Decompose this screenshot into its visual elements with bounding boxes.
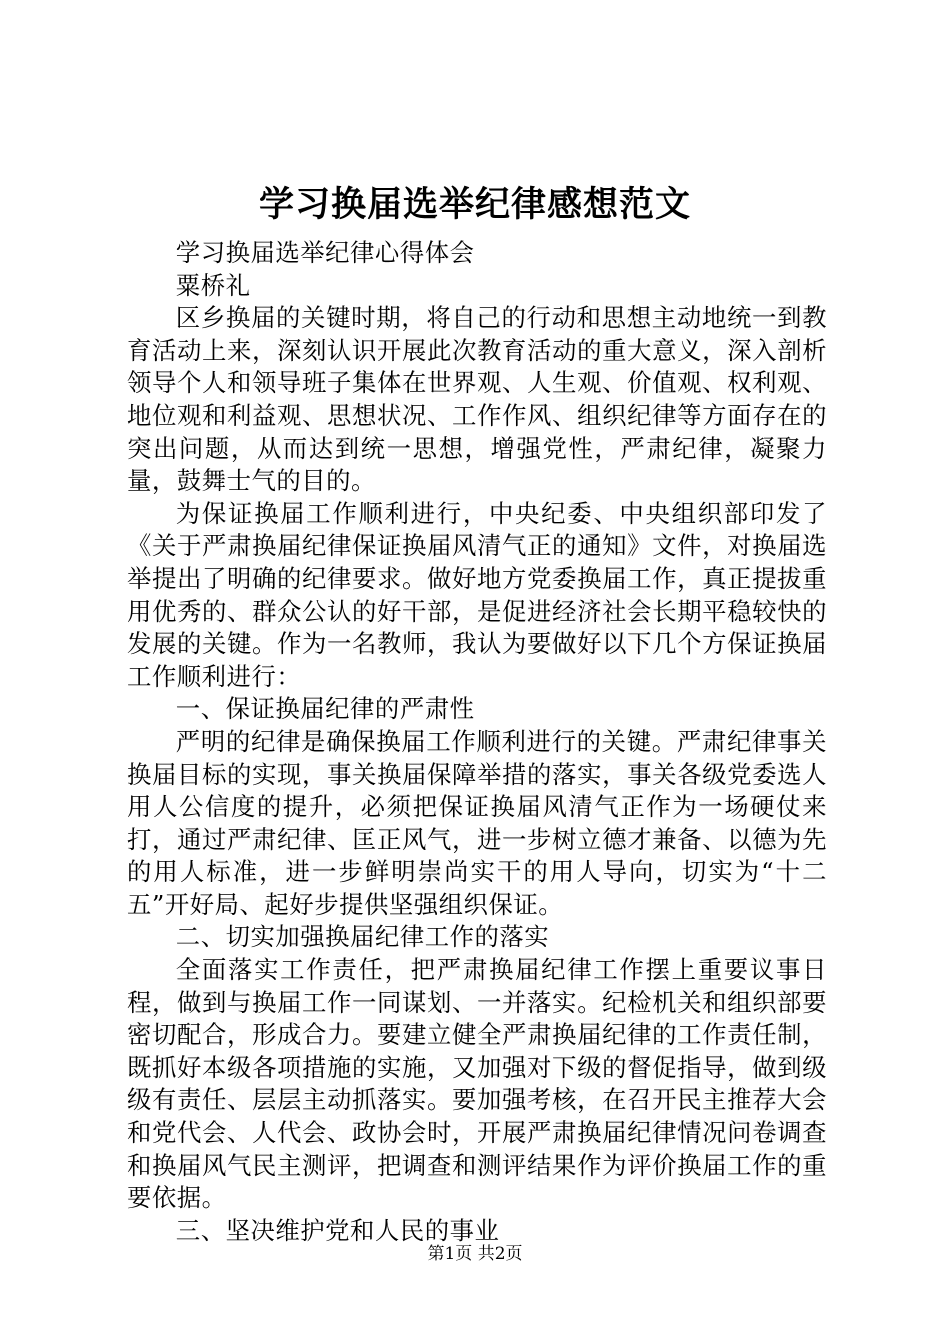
document-title: 学习换届选举纪律感想范文 xyxy=(258,184,691,225)
author: 粟桥礼 xyxy=(175,270,251,300)
section-heading-3: 三、坚决维护党和人民的事业 xyxy=(175,1215,500,1245)
paragraph-intro: 区乡换届的关键时期，将自己的行动和思想主动地统一到教育活动上来，深刻认识开展此次教育活动的重大意义，深入剖析领导个人和领导班子集体在世界观、人生观、价值观、权利观、地位观和利益观、思想状况、工作作风、组织纪律等方面存在的突出问题，从而达到统一思想，增强党性，严肃纪律，凝聚力量，鼓舞士气的目的。 xyxy=(127,303,827,496)
page-number-footer: 第1页 共2页 xyxy=(427,1244,523,1264)
paragraph-section-1: 严明的纪律是确保换届工作顺利进行的关键。严肃纪律事关换届目标的实现，事关换届保障举措的落实，事关各级党委选人用人公信度的提升，必须把保证换届风清气正作为一场硬仗来打，通过严肃纪律、匡正风气，进一步树立德才兼备、以德为先的用人标准，进一步鲜明崇尚实干的用人导向，切实为“十二五”开好局、起好步提供坚强组织保证。 xyxy=(127,726,827,919)
subtitle: 学习换届选举纪律心得体会 xyxy=(175,238,475,267)
section-heading-1: 一、保证换届纪律的严肃性 xyxy=(175,694,475,724)
section-heading-2: 二、切实加强换届纪律工作的落实 xyxy=(175,922,550,952)
paragraph-section-2: 全面落实工作责任，把严肃换届纪律工作摆上重要议事日程，做到与换届工作一同谋划、一并落实。纪检机关和组织部要密切配合，形成合力。要建立健全严肃换届纪律的工作责任制，既抓好本级各项措施的实施，又加强对下级的督促指导，做到级级有责任、层层主动抓落实。要加强考核，在召开民主推荐大会和党代会、人代会、政协会时，开展严肃换届纪律情况问卷调查和换届风气民主测评，把调查和测评结果作为评价换届工作的重要依据。 xyxy=(127,955,827,1213)
paragraph-background: 为保证换届工作顺利进行，中央纪委、中央组织部印发了《关于严肃换届纪律保证换届风清气正的通知》文件，对换届选举提出了明确的纪律要求。做好地方党委换届工作，真正提拔重用优秀的、群众公认的好干部，是促进经济社会长期平稳较快的发展的关键。作为一名教师，我认为要做好以下几个方保证换届工作顺利进行： xyxy=(127,498,827,691)
document-body xyxy=(127,237,827,1247)
